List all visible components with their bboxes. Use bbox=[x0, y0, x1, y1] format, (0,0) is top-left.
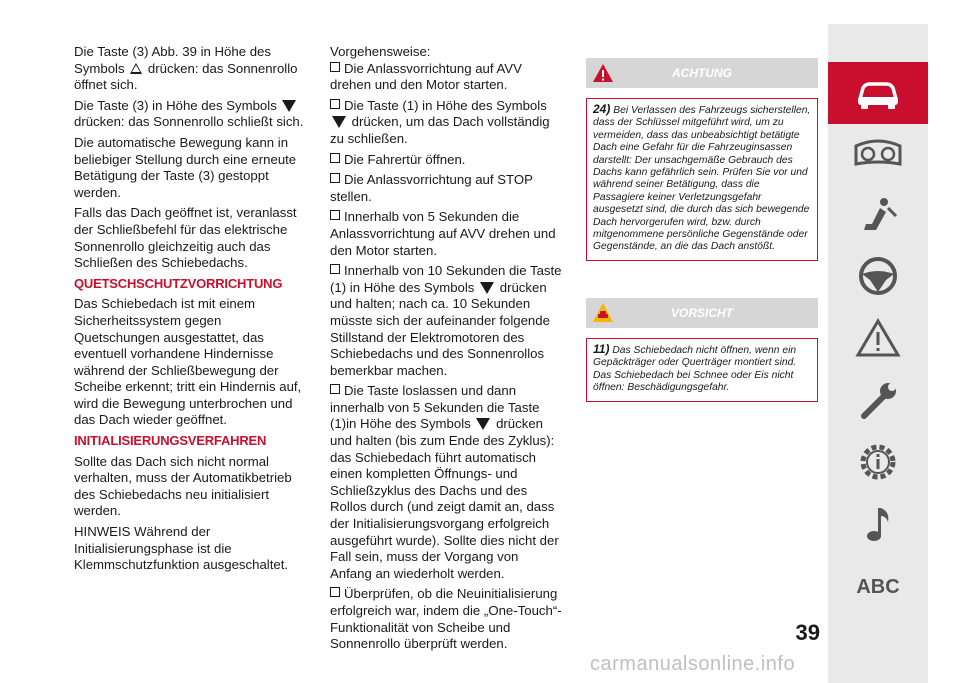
paragraph-initialization: Sollte das Dach sich nicht normal verhalten, muss der Automatikbetrieb des Schiebedachs neu initialisiert werden. bbox=[74, 453, 292, 519]
checkbox-bullet-icon bbox=[330, 99, 340, 109]
checkbox-bullet-icon bbox=[330, 264, 340, 274]
left-column bbox=[74, 44, 310, 578]
chapter-sidebar bbox=[828, 24, 928, 683]
paragraph-sunroof-close: Falls das Dach geöffnet ist, veranlasst der Schließbefehl für das elektrische Sonnenrollo gleichzeitig auch das Schließen des Schiebedachs. bbox=[74, 205, 297, 271]
music-note-icon[interactable] bbox=[854, 504, 902, 544]
watermark: carmanualsonline.info bbox=[590, 653, 796, 675]
caution-text: Das Schiebedach nicht öffnen, wenn ein Gepäckträger oder Querträger montiert sind. Das Schiebedach bei Schnee oder Eis nicht öffnen: Beschädigungsgefahr. bbox=[593, 345, 797, 394]
checkbox-bullet-icon bbox=[330, 587, 340, 597]
caution-box bbox=[586, 298, 818, 402]
paragraph-open: Die Taste (3) Abb. 39 in Höhe des Symbols drücken: das Sonnenrollo öffnet sich. bbox=[74, 44, 298, 93]
page-number: 39 bbox=[795, 620, 820, 645]
paragraph-anti-pinch: Das Schiebedach ist mit einem Sicherheitssystem gegen Quetschungen ausgestattet, das eventuell vorhandene Hindernisse während der Schließbewegung der Scheibe erkennt; tritt ein Hindernis auf, wird die Bewegung unterbrochen und das Dach wieder geöffnet. bbox=[74, 296, 302, 428]
paragraph-stop: Die automatische Bewegung kann in beliebiger Stellung durch eine erneute Betätigung der Taste (3) gestoppt werden. bbox=[74, 134, 297, 200]
step-6: Innerhalb von 10 Sekunden die Taste (1) in Höhe des Symbols drücken und halten; nach ca. 10 Sekunden müsste sich der aufeinander folgende Stillstand der Elektromotoren des Schiebedachs und des Sonnenrollos bemerkbar machen. bbox=[330, 263, 562, 378]
triangle-down-filled-icon bbox=[480, 282, 494, 294]
warning-triangle-icon[interactable] bbox=[854, 318, 902, 358]
heading-anti-pinch: QUETSCHSCHUTZVORRICHTUNG bbox=[74, 275, 283, 291]
caution-body bbox=[586, 338, 818, 402]
step-5: Innerhalb von 5 Sekunden die Anlassvorrichtung auf AVV drehen und den Motor starten. bbox=[330, 209, 556, 258]
heading-initialization: INITIALISIERUNGSVERFAHREN bbox=[74, 433, 267, 449]
triangle-down-filled-icon bbox=[476, 418, 490, 430]
car-icon[interactable] bbox=[854, 73, 902, 113]
warning-box bbox=[586, 58, 818, 261]
warning-title: ACHTUNG bbox=[672, 66, 732, 80]
caution-number: 11) bbox=[593, 342, 610, 356]
paragraph-note: HINWEIS Während der Initialisierungsphase ist die Klemmschutzfunktion ausgeschaltet. bbox=[74, 524, 289, 573]
dashboard-icon[interactable] bbox=[854, 134, 902, 174]
step-3: Die Fahrertür öffnen. bbox=[330, 152, 562, 169]
checkbox-bullet-icon bbox=[330, 384, 340, 394]
step-2: Die Taste (1) in Höhe des Symbols drücken, um das Dach vollständig zu schließen. bbox=[330, 97, 550, 146]
seat-safety-icon[interactable] bbox=[854, 194, 902, 234]
checkbox-bullet-icon bbox=[330, 62, 340, 72]
checkbox-bullet-icon bbox=[330, 153, 340, 163]
gear-info-icon[interactable] bbox=[854, 442, 902, 482]
step-1: Die Anlassvorrichtung auf AVV drehen und den Motor starten. bbox=[330, 60, 522, 93]
checkbox-bullet-icon bbox=[330, 210, 340, 220]
triangle-up-outline-icon bbox=[130, 63, 142, 74]
caution-title: VORSICHT bbox=[670, 306, 733, 320]
wrench-icon[interactable] bbox=[854, 380, 902, 420]
step-4: Die Anlassvorrichtung auf STOP stellen. bbox=[330, 172, 533, 204]
warning-text: Bei Verlassen des Fahrzeugs sicherstellen, dass der Schlüssel mitgeführt wird, um zu vermeiden, dass das unbeabsichtigt betätigte Dach eine Gefahr für die Fahrzeuginsassen darstellt: Der unsachgemäße Gebrauch des Dachs kann gefährlich sein. Prüfen Sie vor und während seiner Betätigung, dass die Passagiere keiner Verletzungsgefahr ausgesetzt sind, die durch das sich bewegende Dach hervorgerufen wird, bzw. durch mitgenommene persönliche Gegenstände oder Gegenstände, an die das Dach anstößt. bbox=[593, 105, 811, 253]
step-7: Die Taste loslassen und dann innerhalb von 5 Sekunden die Taste (1)in Höhe des Symbols drücken und halten (bis zum Ende des Zyklus): das Schiebedach führt automatisch einen kompletten Öffnungs- und Schließzyklus des Dachs und des Rollos durch (und zeigt damit an, dass der Initialisierungsvorgang erfolgreich ausgeführt wurde). Sollte dies nicht der Fall sein, muss der Vorgang von Anfang an wiederholt werden. bbox=[330, 383, 559, 581]
caution-header bbox=[586, 298, 818, 328]
triangle-down-filled-icon bbox=[332, 116, 346, 128]
checkbox-bullet-icon bbox=[330, 173, 340, 183]
warning-body bbox=[586, 98, 818, 261]
abc-index-label[interactable]: ABC bbox=[856, 576, 900, 598]
steering-wheel-icon[interactable] bbox=[854, 256, 902, 296]
triangle-down-filled-icon bbox=[282, 100, 296, 112]
paragraph-close: Die Taste (3) in Höhe des Symbols drücken: das Sonnenrollo schließt sich. bbox=[74, 97, 304, 130]
warning-header bbox=[586, 58, 818, 88]
middle-column bbox=[330, 44, 562, 657]
procedure-intro: Vorgehensweise: bbox=[330, 44, 431, 59]
warning-number: 24) bbox=[593, 102, 611, 116]
step-8: Überprüfen, ob die Neuinitialisierung erfolgreich war, indem die „One-Touch“-Funktionalität von Scheibe und Sonnenrollo überprüft werden. bbox=[330, 586, 562, 652]
